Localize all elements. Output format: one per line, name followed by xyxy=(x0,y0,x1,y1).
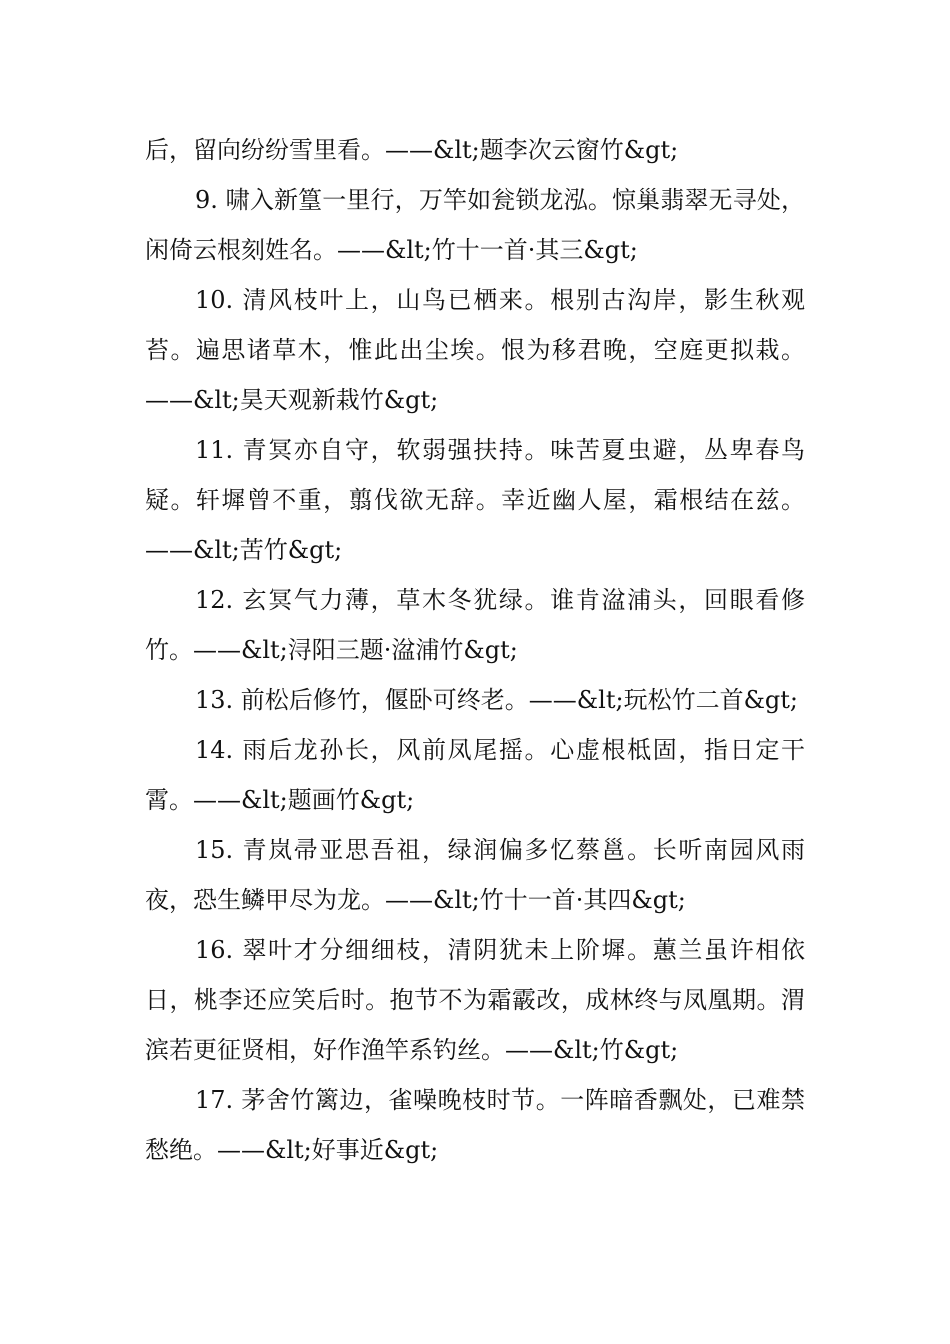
poem-item-10: 10. 清风枝叶上，山鸟已栖来。根别古沟岸，影生秋观苔。遍思诸草木，惟此出尘埃。恨为移君晚，空庭更拟栽。——&lt;昊天观新栽竹&gt; xyxy=(145,286,805,414)
poem-item-11: 11. 青冥亦自守，软弱强扶持。味苦夏虫避，丛卑春鸟疑。轩墀曾不重，翦伐欲无辞。幸近幽人屋，霜根结在兹。——&lt;苦竹&gt; xyxy=(145,436,805,564)
poem-item-9: 9. 啸入新篁一里行，万竿如瓮锁龙泓。惊巢翡翠无寻处，闲倚云根刻姓名。——&lt;竹十一首·其三&gt; xyxy=(145,186,805,264)
paragraph-continuation: 后，留向纷纷雪里看。——&lt;题李次云窗竹&gt; xyxy=(145,136,679,164)
document-page xyxy=(145,125,805,1175)
poem-item-12: 12. 玄冥气力薄，草木冬犹绿。谁肯湓浦头，回眼看修竹。——&lt;浔阳三题·湓浦竹&gt; xyxy=(145,586,805,664)
poem-item-14: 14. 雨后龙孙长，风前凤尾摇。心虚根柢固，指日定干霄。——&lt;题画竹&gt; xyxy=(145,736,805,814)
poem-item-13: 13. 前松后修竹，偃卧可终老。——&lt;玩松竹二首&gt; xyxy=(195,686,799,714)
poem-item-16: 16. 翠叶才分细细枝，清阴犹未上阶墀。蕙兰虽许相依日，桃李还应笑后时。抱节不为霜霰改，成林终与凤凰期。渭滨若更征贤相，好作渔竿系钓丝。——&lt;竹&gt; xyxy=(145,936,805,1064)
poem-item-15: 15. 青岚帚亚思吾祖，绿润偏多忆蔡邕。长听南园风雨夜，恐生鳞甲尽为龙。——&lt;竹十一首·其四&gt; xyxy=(145,836,805,914)
poem-item-17: 17. 茅舍竹篱边，雀噪晚枝时节。一阵暗香飘处，已难禁愁绝。——&lt;好事近&gt; xyxy=(145,1086,805,1164)
